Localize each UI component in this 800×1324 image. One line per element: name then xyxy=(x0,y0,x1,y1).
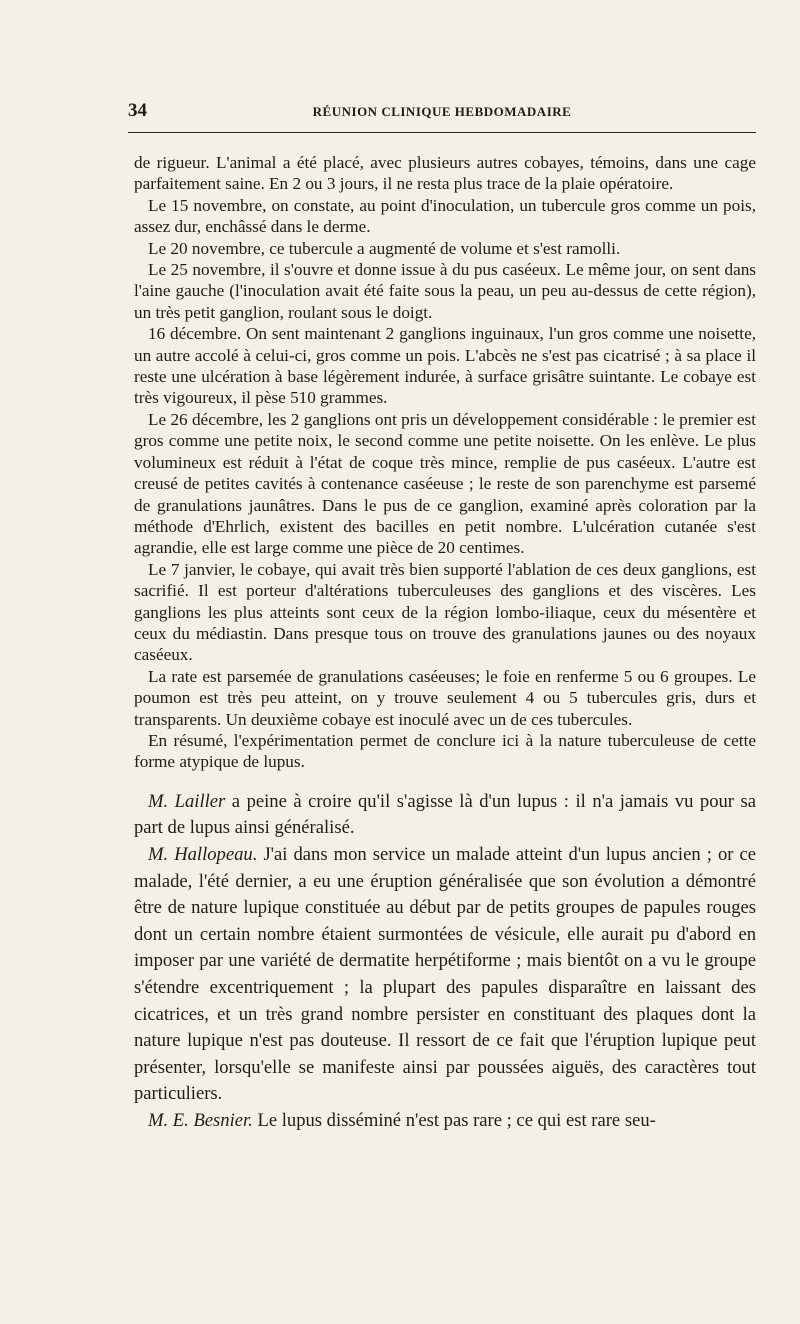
paragraph: Le 25 novembre, il s'ouvre et donne issue à du pus caséeux. Le même jour, on sent dans l'aine gauche (l'inoculation avait été faite sous la peau, un peu au-dessus de cette région), un très petit ganglion, roulant sous le doigt. xyxy=(134,260,756,322)
speaker-name: M. Lailler xyxy=(148,790,226,812)
page-header xyxy=(128,100,756,124)
page-number: 34 xyxy=(128,100,147,121)
case-report xyxy=(134,152,756,773)
paragraph: La rate est parsemée de granulations caséeuses; le foie en renferme 5 ou 6 groupes. Le poumon est très peu atteint, on y trouve seulement 4 ou 5 tubercules gris, durs et transparents. Un deuxième cobaye est inoculé avec un de ces tubercules. xyxy=(134,666,756,729)
discussion-paragraph xyxy=(134,789,756,842)
paragraph: Le 20 novembre, ce tubercule a augmenté de volume et s'est ramolli. xyxy=(148,238,621,258)
paragraph: En résumé, l'expérimentation permet de conclure ici à la nature tuberculeuse de cette forme atypique de lupus. xyxy=(134,730,756,772)
discussion-paragraph xyxy=(134,842,756,1108)
paragraph: Le 26 décembre, les 2 ganglions ont pris un développement considérable : le premier est gros comme une petite noix, le second comme une petite noisette. On les enlève. Le plus volumineux est réduit à l'état de coque très mince, remplie de pus caséeux. L'autre est creusé de petites cavités à contenance caséeuse ; le reste de son parenchyme est parsemé de granulations jaunâtres. Dans le pus de ce ganglion, examiné après coloration par la méthode d'Ehrlich, existent des bacilles en petit nombre. L'ulcération cutanée s'est agrandie, elle est large comme une pièce de 20 centimes. xyxy=(134,409,756,558)
paragraph: Le 15 novembre, on constate, au point d'inoculation, un tubercule gros comme un pois, assez dur, enchâssé dans le derme. xyxy=(134,195,756,237)
header-rule xyxy=(128,132,756,133)
speaker-name: M. Hallopeau. xyxy=(148,843,258,865)
body-text xyxy=(134,152,756,1135)
discussion xyxy=(134,789,756,1135)
running-title: RÉUNION CLINIQUE HEBDOMADAIRE xyxy=(312,104,572,119)
speaker-name: M. E. Besnier. xyxy=(148,1109,253,1131)
paragraph: Le 7 janvier, le cobaye, qui avait très bien supporté l'ablation de ces deux ganglions, est sacrifié. Il est porteur d'altérations tuberculeuses des ganglions et des viscères. Les ganglions les plus atteints sont ceux de la région lombo-iliaque, ceux du mésentère et ceux du médiastin. Dans presque tous on trouve des granulations jaunes ou des noyaux caséeux. xyxy=(134,559,756,665)
paragraph: de rigueur. L'animal a été placé, avec plusieurs autres cobayes, témoins, dans une cage parfaitement saine. En 2 ou 3 jours, il ne resta plus trace de la plaie opératoire. xyxy=(134,153,756,194)
remark-text: J'ai dans mon service un malade atteint d'un lupus ancien ; or ce malade, l'été dernier, a eu une éruption généralisée que son évolution a démontré être de nature lupique constituée au début par de petits groupes de papules rouges dont un certain nombre étaient surmontées de vésicule, elle aurait pu d'abord en imposer par une variété de dermatite herpétiforme ; mais bientôt on a vu le groupe s'étendre excentriquement ; la plupart des papules disparaître en laissant des cicatrices, et un très grand nombre persister en constituant des plaques dont la nature lupique n'est pas douteuse. Il ressort de ce fait que l'éruption lupique peut présenter, lorsqu'elle se manifeste ainsi par poussées aiguës, des caractères tout particuliers. xyxy=(134,843,757,1105)
remark-text: a peine à croire qu'il s'agisse là d'un lupus : il n'a jamais vu pour sa part de lupus ainsi généralisé. xyxy=(134,790,756,839)
paragraph: 16 décembre. On sent maintenant 2 ganglions inguinaux, l'un gros comme une noisette, un autre accolé à celui-ci, gros comme un pois. L'abcès ne s'est pas cicatrisé ; à sa place il reste une ulcération à base légèrement indurée, à surface grisâtre suintante. Le cobaye est très vigoureux, il pèse 510 grammes. xyxy=(134,324,756,408)
remark-text: Le lupus disséminé n'est pas rare ; ce qui est rare seu- xyxy=(257,1109,656,1131)
discussion-paragraph xyxy=(134,1108,756,1135)
